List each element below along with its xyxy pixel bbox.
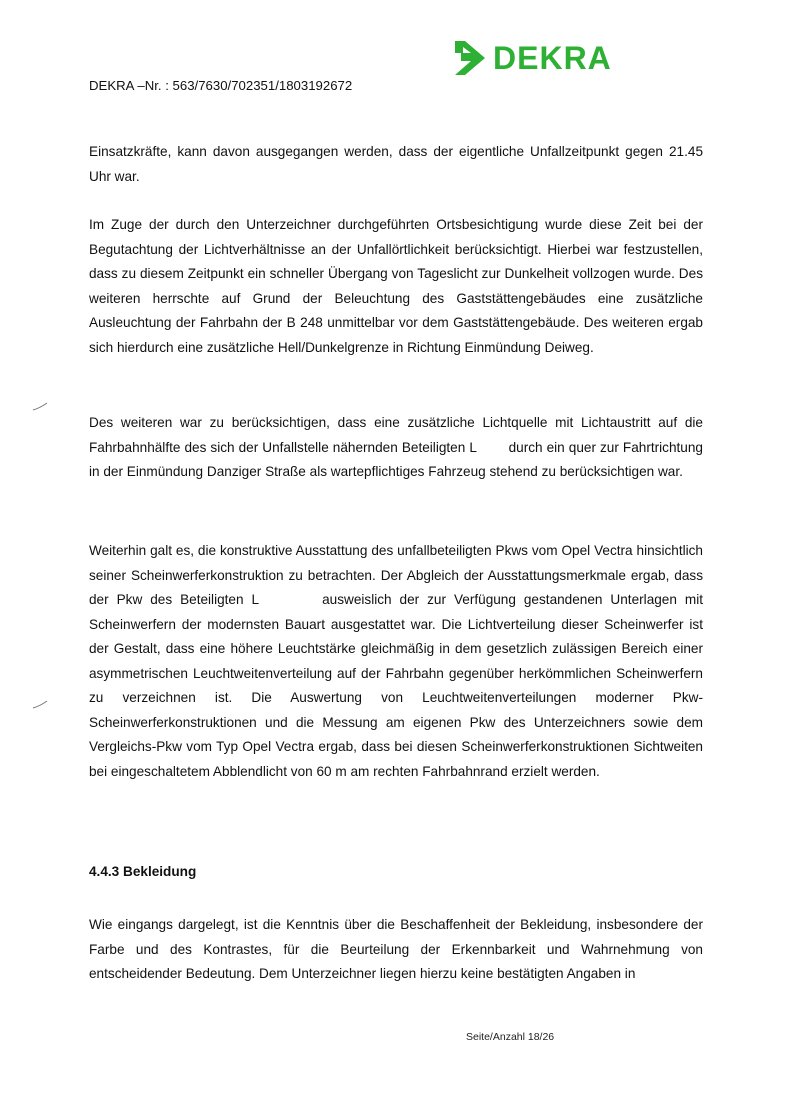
- paragraph-2: Im Zuge der durch den Unterzeichner durchgeführten Ortsbesichtigung wurde diese Zeit bei der Begutachtung der Lichtverhältnisse an der Unfallörtlichkeit berücksichtigt. Hierbei war festzustellen, dass zu diesem Zeitpunkt ein schneller Übergang von Tageslicht zur Dunkelheit vollzogen wurde. Des weiteren herrschte auf Grund der Beleuchtung des Gaststättengebäudes eine zusätzliche Ausleuchtung der Fahrbahn der B 248 unmittelbar vor dem Gaststättengebäude. Des weiteren ergab sich hierdurch eine zusätzliche Hell/Dunkelgrenze in Richtung Einmündung Deiweg.: [89, 217, 703, 355]
- section-heading: 4.4.3 Bekleidung: [89, 864, 197, 879]
- dekra-chevron-icon: [453, 39, 487, 77]
- reference-number: DEKRA –Nr. : 563/7630/702351/1803192672: [89, 78, 353, 93]
- page-number: Seite/Anzahl 18/26: [466, 1031, 555, 1043]
- paragraph-4: Weiterhin galt es, die konstruktive Ausstattung des unfallbeteiligten Pkws vom Opel Vectra hinsichtlich seiner Scheinwerferkonstruktion zu betrachten. Der Abgleich der Ausstattungsmerkmale ergab, dass der Pkw des Beteiligten L ausweislich der zur Verfügung gestandenen Unterlagen mit Scheinwerfern der modernsten Bauart ausgestattet war. Die Lichtverteilung dieser Scheinwerfer ist der Gestalt, dass eine höhere Leuchtstärke gleichmäßig in dem gesetzlich zulässigen Bereich einer asymmetrischen Leuchtweitenverteilung auf der Fahrbahn gegenüber herkömmlichen Scheinwerfern zu verzeichnen ist. Die Auswertung von Leuchtweitenverteilungen moderner Pkw-Scheinwerferkonstruktionen und die Messung am eigenen Pkw des Unterzeichners sowie dem Vergleichs-Pkw vom Typ Opel Vectra ergab, dass bei diesen Scheinwerferkonstruktionen Sichtweiten bei eingeschaltetem Abblendlicht von 60 m am rechten Fahrbahnrand erzielt werden.: [89, 543, 703, 779]
- paragraph-5: Wie eingangs dargelegt, ist die Kenntnis über die Beschaffenheit der Bekleidung, insbesondere der Farbe und des Kontrastes, für die Beurteilung der Erkennbarkeit und Wahrnehmung von entscheidender Bedeutung. Dem Unterzeichner liegen hierzu keine bestätigten Angaben in: [89, 917, 703, 981]
- paragraph-1: Einsatzkräfte, kann davon ausgegangen werden, dass der eigentliche Unfallzeitpunkt gegen 21.45 Uhr war.: [89, 144, 703, 184]
- paragraph-3: Des weiteren war zu berücksichtigen, dass eine zusätzliche Lichtquelle mit Lichtaustritt auf die Fahrbahnhälfte des sich der Unfallstelle nähernden Beteiligten L durch ein quer zur Fahrtrichtung in der Einmündung Danziger Straße als wartepflichtiges Fahrzeug stehend zu berücksichtigen war.: [89, 415, 703, 479]
- scan-mark: [32, 402, 48, 412]
- logo-text: DEKRA: [493, 39, 612, 76]
- scan-mark: [32, 700, 48, 710]
- dekra-logo: [453, 38, 612, 78]
